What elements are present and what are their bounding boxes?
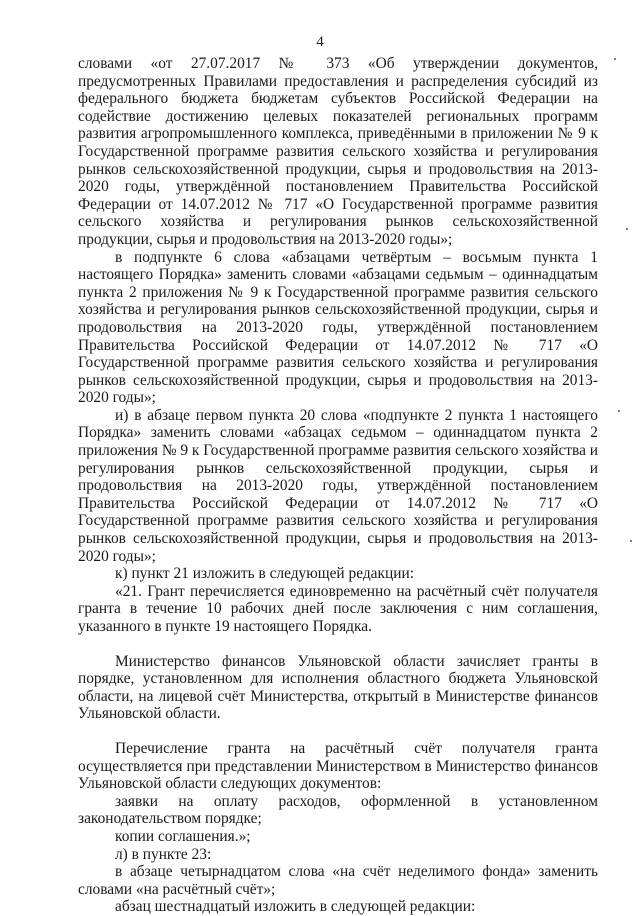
- paragraph-11: в абзаце четырнадцатом слова «на счёт неделимого фонда» заменить словами «на расчётный счёт»;: [78, 863, 598, 898]
- page-number: 4: [316, 34, 324, 50]
- paragraph-6: Министерство финансов Ульяновской области зачисляет гранты в порядке, установленном для исполнения областного бюджета Ульяновской области, на лицевой счёт Министерства, открытый в Министерстве финансов Ульяновской области.: [78, 652, 598, 723]
- paragraph-4: к) пункт 21 изложить в следующей редакции:: [115, 565, 414, 583]
- paragraph-1: словами «от 27.07.2017 № 373 «Об утверждении документов, предусмотренных Правилами предоставления и распределения субсидий из федерального бюджета бюджетам субъектов Российской Федерации на содействие достижению целевых показателей региональных программ развития агропромышленного комплекса, приведёнными в приложении № 9 к Государственной программе развития сельского хозяйства и регулирования рынков сельскохозяйственной продукции, сырья и продовольствия на 2013-2020 годы, утверждённой постановлением Правительства Российской Федерации от 14.07.2012 № 717 «О Государственной программе развития сельского хозяйства и регулирования рынков сельскохозяйственной продукции, сырья и продовольствия на 2013-2020 годы»;: [78, 55, 598, 248]
- paragraph-5: «21. Грант перечисляется единовременно на расчётный счёт получателя гранта в течение 10 рабочих дней после заключения с ним соглашения, указанного в пункте 19 настоящего Порядка.: [78, 582, 598, 635]
- scan-speck: [630, 540, 632, 542]
- paragraph-8: заявки на оплату расходов, оформленной в установленном законодательством порядке;: [78, 792, 598, 828]
- paragraph-12: абзац шестнадцатый изложить в следующей редакции:: [115, 898, 476, 916]
- scan-speck: [618, 410, 620, 412]
- paragraph-3: и) в абзаце первом пункта 20 слова «подпункте 2 пункта 1 настоящего Порядка» заменить словами «абзацах седьмом – одиннадцатом пункта 2 приложения № 9 к Государственной программе развития сельского хозяйства и регулирования рынков сельскохозяйственной продукции, сырья и продовольствия на 2013-2020 годы, утверждённой постановлением Правительства Российской Федерации от 14.07.2012 № 717 «О Государственной программе развития сельского хозяйства и регулирования рынков сельскохозяйственной продукции, сырья и продовольствия на 2013-2020 годы»;: [78, 406, 598, 565]
- scan-speck: [626, 228, 628, 230]
- paragraph-10: л) в пункте 23:: [115, 845, 212, 863]
- paragraph-9: копии соглашения.»;: [115, 827, 251, 845]
- scan-speck: [614, 58, 616, 60]
- paragraph-2: в подпункте 6 слова «абзацами четвёртым – восьмым пункта 1 настоящего Порядка» заменить словами «абзацами седьмым – одиннадцатым пункта 2 приложения № 9 к Государственной программе развития сельского хозяйства и регулирования рынков сельскохозяйственной продукции, сырья и продовольствия на 2013-2020 годы, утверждённой постановлением Правительства Российской Федерации от 14.07.2012 № 717 «О Государственной программе развития сельского хозяйства и регулирования рынков сельскохозяйственной продукции, сырья и продовольствия на 2013-2020 годы»;: [78, 248, 598, 407]
- paragraph-7: Перечисление гранта на расчётный счёт получателя гранта осуществляется при представлении Министерством в Министерство финансов Ульяновской области следующих документов:: [78, 739, 598, 793]
- document-body: [78, 55, 598, 916]
